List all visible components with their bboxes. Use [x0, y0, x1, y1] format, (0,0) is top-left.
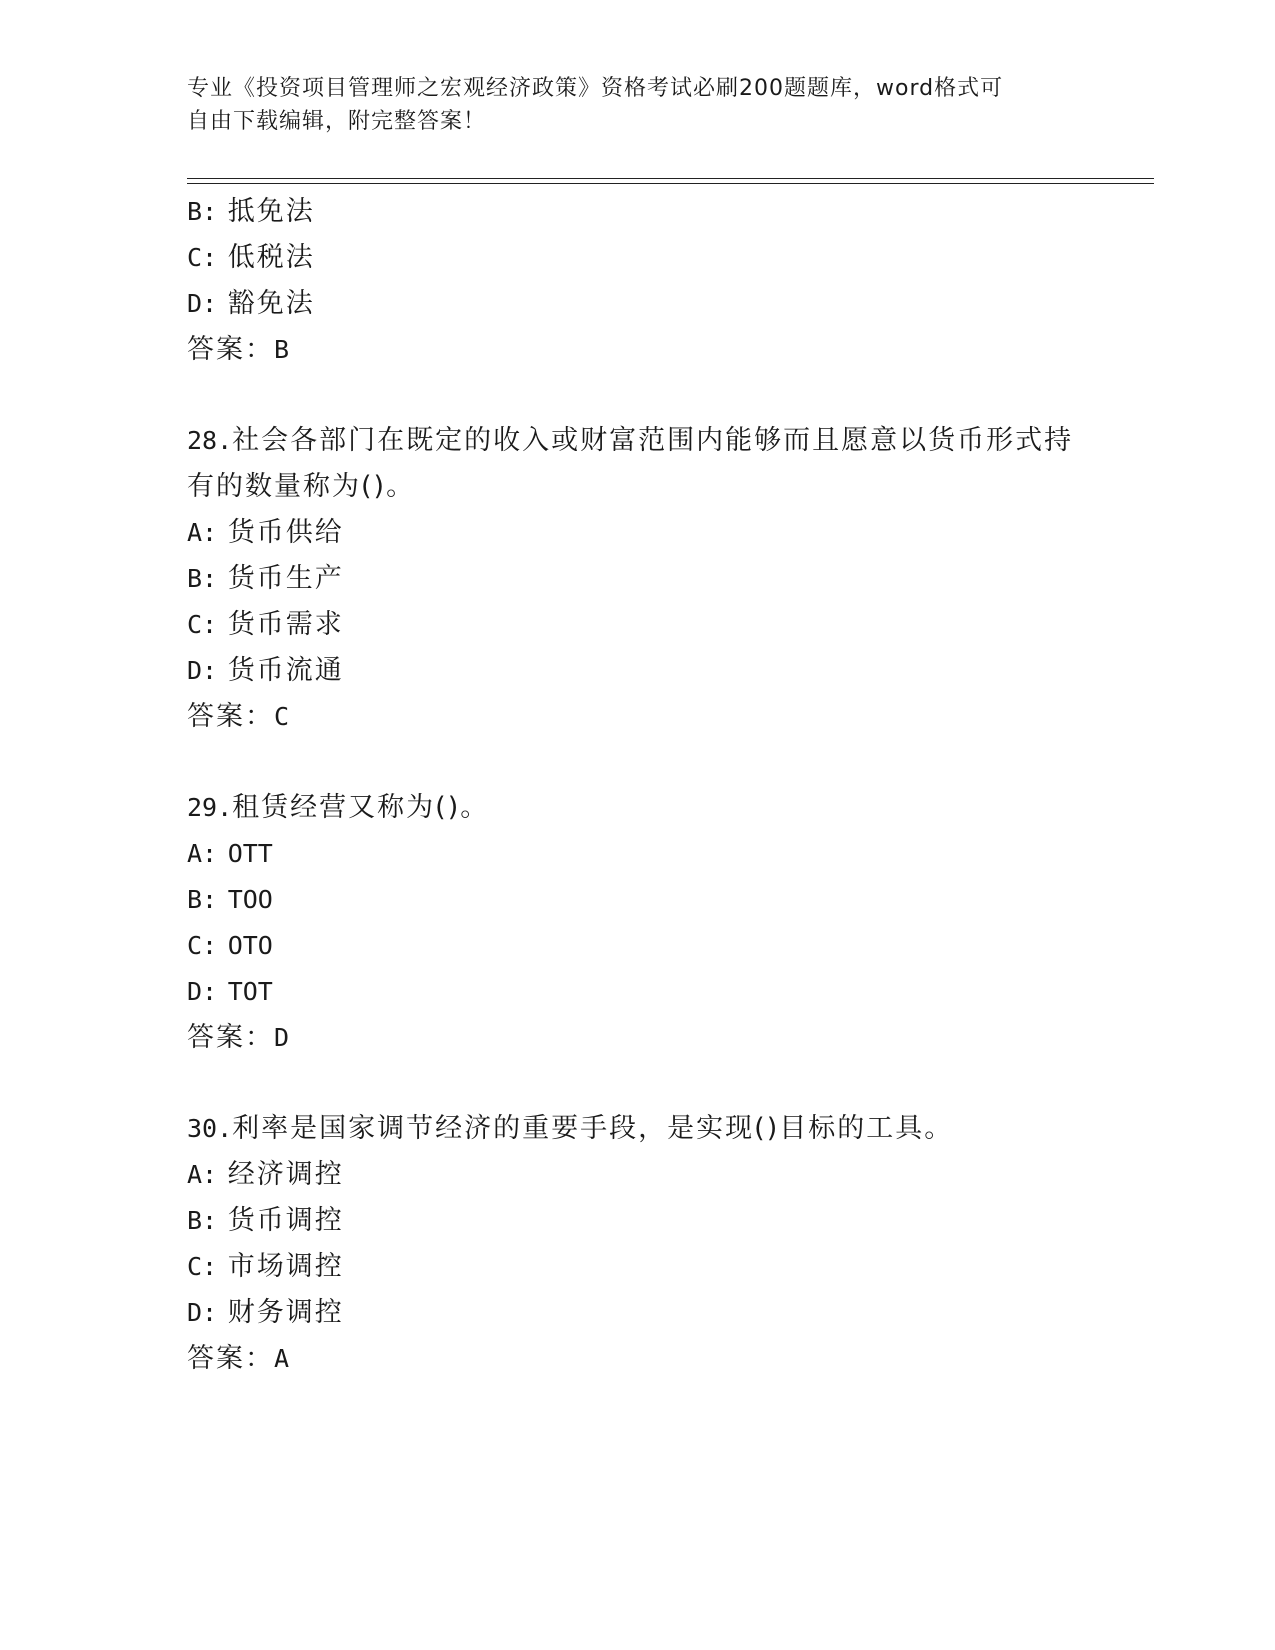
question-28 [187, 418, 1087, 740]
option-key: C: [187, 243, 218, 272]
option-text: 财务调控 [227, 1297, 344, 1328]
question-number: 30. [187, 1114, 233, 1143]
option-text: OTT [227, 839, 273, 868]
option-key: A: [187, 518, 218, 547]
answer-value: A [274, 1344, 292, 1373]
answer-line [187, 694, 1087, 740]
question-text-line-1: 租赁经营又称为()。 [232, 792, 490, 823]
question-number: 29. [187, 793, 233, 822]
option-key: D: [187, 289, 218, 318]
option-key: B: [187, 564, 218, 593]
question-text-line-1: 社会各部门在既定的收入或财富范围内能够而且愿意以货币形式持 [232, 425, 1074, 456]
question-text [187, 418, 1087, 510]
document-header [187, 72, 1087, 138]
header-line-2: 自由下载编辑，附完整答案！ [187, 109, 487, 134]
option-text: TOO [227, 885, 273, 914]
question-text-line-1: 利率是国家调节经济的重要手段，是实现()目标的工具。 [232, 1113, 954, 1144]
option-text: 货币流通 [227, 655, 344, 686]
option-c [187, 923, 1087, 969]
option-a [187, 510, 1087, 556]
option-text: 经济调控 [227, 1159, 344, 1190]
question-30 [187, 1106, 1087, 1382]
question-29 [187, 785, 1087, 1061]
option-b [187, 556, 1087, 602]
answer-label: 答案： [187, 1343, 274, 1374]
question-text [187, 785, 1087, 831]
option-text: OTO [227, 931, 273, 960]
option-key: C: [187, 931, 218, 960]
header-line-1: 专业《投资项目管理师之宏观经济政策》资格考试必刷200题题库，word格式可 [187, 76, 1004, 101]
answer-value: D [274, 1023, 292, 1052]
answer-label: 答案： [187, 701, 274, 732]
question-27-continued [187, 189, 1087, 373]
answer-line [187, 1336, 1087, 1382]
option-b [187, 1198, 1087, 1244]
option-key: A: [187, 1160, 218, 1189]
option-a [187, 831, 1087, 877]
option-text: 货币生产 [227, 563, 344, 594]
option-text: 抵免法 [227, 196, 315, 227]
answer-line [187, 1015, 1087, 1061]
option-a [187, 1152, 1087, 1198]
header-divider-bottom [187, 183, 1154, 184]
option-text: TOT [227, 977, 273, 1006]
header-divider-top [187, 178, 1154, 179]
option-text: 低税法 [227, 242, 315, 273]
option-d [187, 648, 1087, 694]
option-key: A: [187, 839, 218, 868]
option-c [187, 235, 1087, 281]
option-b [187, 877, 1087, 923]
option-key: D: [187, 1298, 218, 1327]
option-key: C: [187, 610, 218, 639]
option-c [187, 602, 1087, 648]
option-d [187, 969, 1087, 1015]
option-text: 豁免法 [227, 288, 315, 319]
option-d [187, 1290, 1087, 1336]
answer-value: B [274, 335, 292, 364]
answer-label: 答案： [187, 334, 274, 365]
option-key: C: [187, 1252, 218, 1281]
option-text: 货币需求 [227, 609, 344, 640]
answer-value: C [274, 702, 292, 731]
option-text: 货币供给 [227, 517, 344, 548]
question-list [187, 189, 1087, 1382]
question-number: 28. [187, 426, 233, 455]
option-b [187, 189, 1087, 235]
option-key: B: [187, 1206, 218, 1235]
answer-line [187, 327, 1087, 373]
option-key: B: [187, 885, 218, 914]
option-key: D: [187, 977, 218, 1006]
option-key: B: [187, 197, 218, 226]
option-text: 货币调控 [227, 1205, 344, 1236]
option-d [187, 281, 1087, 327]
option-c [187, 1244, 1087, 1290]
answer-label: 答案： [187, 1022, 274, 1053]
question-text [187, 1106, 1087, 1152]
question-text-line-2: 有的数量称为()。 [187, 471, 416, 502]
option-text: 市场调控 [227, 1251, 344, 1282]
option-key: D: [187, 656, 218, 685]
